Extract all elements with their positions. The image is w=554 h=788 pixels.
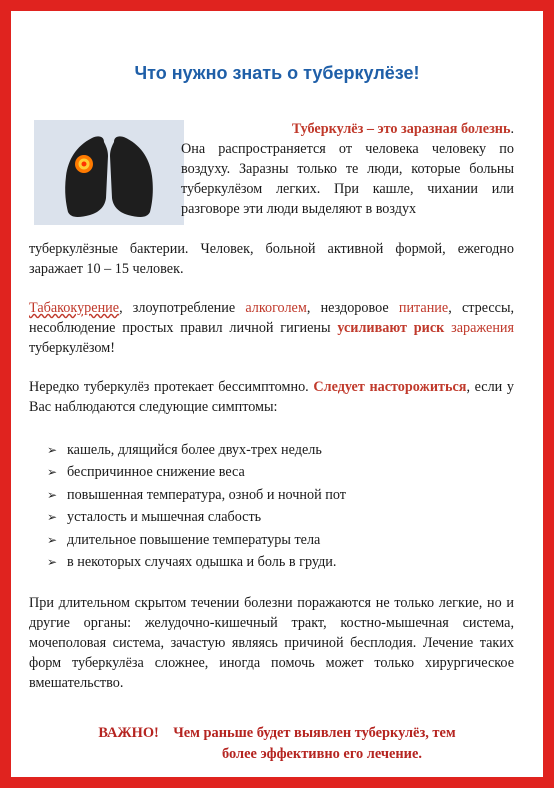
arrow-bullet-icon: ➢ (47, 465, 58, 480)
list-item (47, 551, 517, 573)
risk-word-increase: усиливают риск (337, 320, 445, 336)
important-line-2: более эффективно его лечение. (222, 746, 422, 762)
risk-text-2: , нездоровое (306, 300, 389, 316)
intro-text-b: Заразны только те люди, которые больны туберкулёзом легких. При кашле, чихании или разговоре эти люди выделяют в воздух (181, 161, 514, 217)
latent-paragraph: При длительном скрытом течении болезни поражаются не только легкие, но и другие органы: желудочно-кишечный тракт, костно-мышечная система, мочеполовая система, зачастую являясь причиной бесплодия. Лечение таких форм туберкулёза сложнее, иногда помочь может только хирургическое вмешательство. (29, 595, 514, 691)
risk-text-1: , злоупотребление (119, 300, 236, 316)
symptom-text: длительное повышение температуры тела (67, 531, 321, 548)
symptom-text: кашель, длящийся более двух-трех недель (67, 442, 322, 458)
page-title: Что нужно знать о туберкулёзе! (134, 63, 420, 83)
list-item (47, 461, 517, 483)
lungs-icon (34, 120, 184, 225)
arrow-bullet-icon: ➢ (47, 532, 58, 547)
intro-text-a: Она распространяется от человека человеку по воздуху. (181, 141, 514, 177)
symptoms-intro-text-2: , если у Вас наблюдаются следующие симптомы: (29, 379, 515, 415)
risk-word-smoking: Табакокурение (29, 300, 120, 316)
arrow-bullet-icon: ➢ (47, 554, 58, 569)
important-label: ВАЖНО! (98, 725, 159, 741)
symptoms-intro-text-1: Нередко туберкулёз протекает бессимптомно. (29, 379, 309, 395)
symptom-text: повышенная температура, озноб и ночной пот (67, 486, 346, 503)
arrow-bullet-icon: ➢ (47, 510, 58, 525)
risk-text-3: , стрессы, несоблюдение простых правил личной гигиены (29, 300, 515, 336)
risk-text-4: туберкулёзом! (29, 340, 115, 356)
list-item (47, 439, 517, 461)
list-item (47, 506, 517, 528)
intro-headline: Туберкулёз – это заразная болезнь (291, 121, 511, 137)
important-line-1: Чем раньше будет выявлен туберкулёз, тем (173, 725, 456, 741)
symptoms-intro-paragraph (29, 377, 514, 417)
symptom-text: беспричинное снижение веса (67, 464, 245, 481)
risk-paragraph (29, 298, 514, 358)
risk-word-infection: заражения (451, 320, 515, 336)
symptom-text: в некоторых случаях одышка и боль в груди. (67, 553, 337, 570)
risk-word-alcohol: алкоголем (245, 300, 307, 316)
arrow-bullet-icon: ➢ (47, 487, 58, 502)
important-note (29, 723, 525, 765)
list-item (47, 484, 517, 506)
intro-paragraph-continued: туберкулёзные бактерии. Человек, больной активной формой, ежегодно заражает 10 – 15 человек. (29, 241, 514, 277)
intro-paragraph: Туберкулёз – это заразная болезнь. Она распространяется от человека человеку по воздуху. Заразны только те люди, которые больны туберкулёзом легких. При кашле, чихании или разговоре эти люди выделяют в воздух (181, 121, 514, 217)
symptom-text: усталость и мышечная слабость (67, 509, 262, 526)
symptoms-list (47, 439, 517, 573)
symptoms-intro-warning: Следует насторожиться (313, 379, 467, 395)
risk-word-nutrition: питание (398, 300, 449, 316)
list-item (47, 529, 517, 551)
arrow-bullet-icon: ➢ (47, 443, 58, 457)
